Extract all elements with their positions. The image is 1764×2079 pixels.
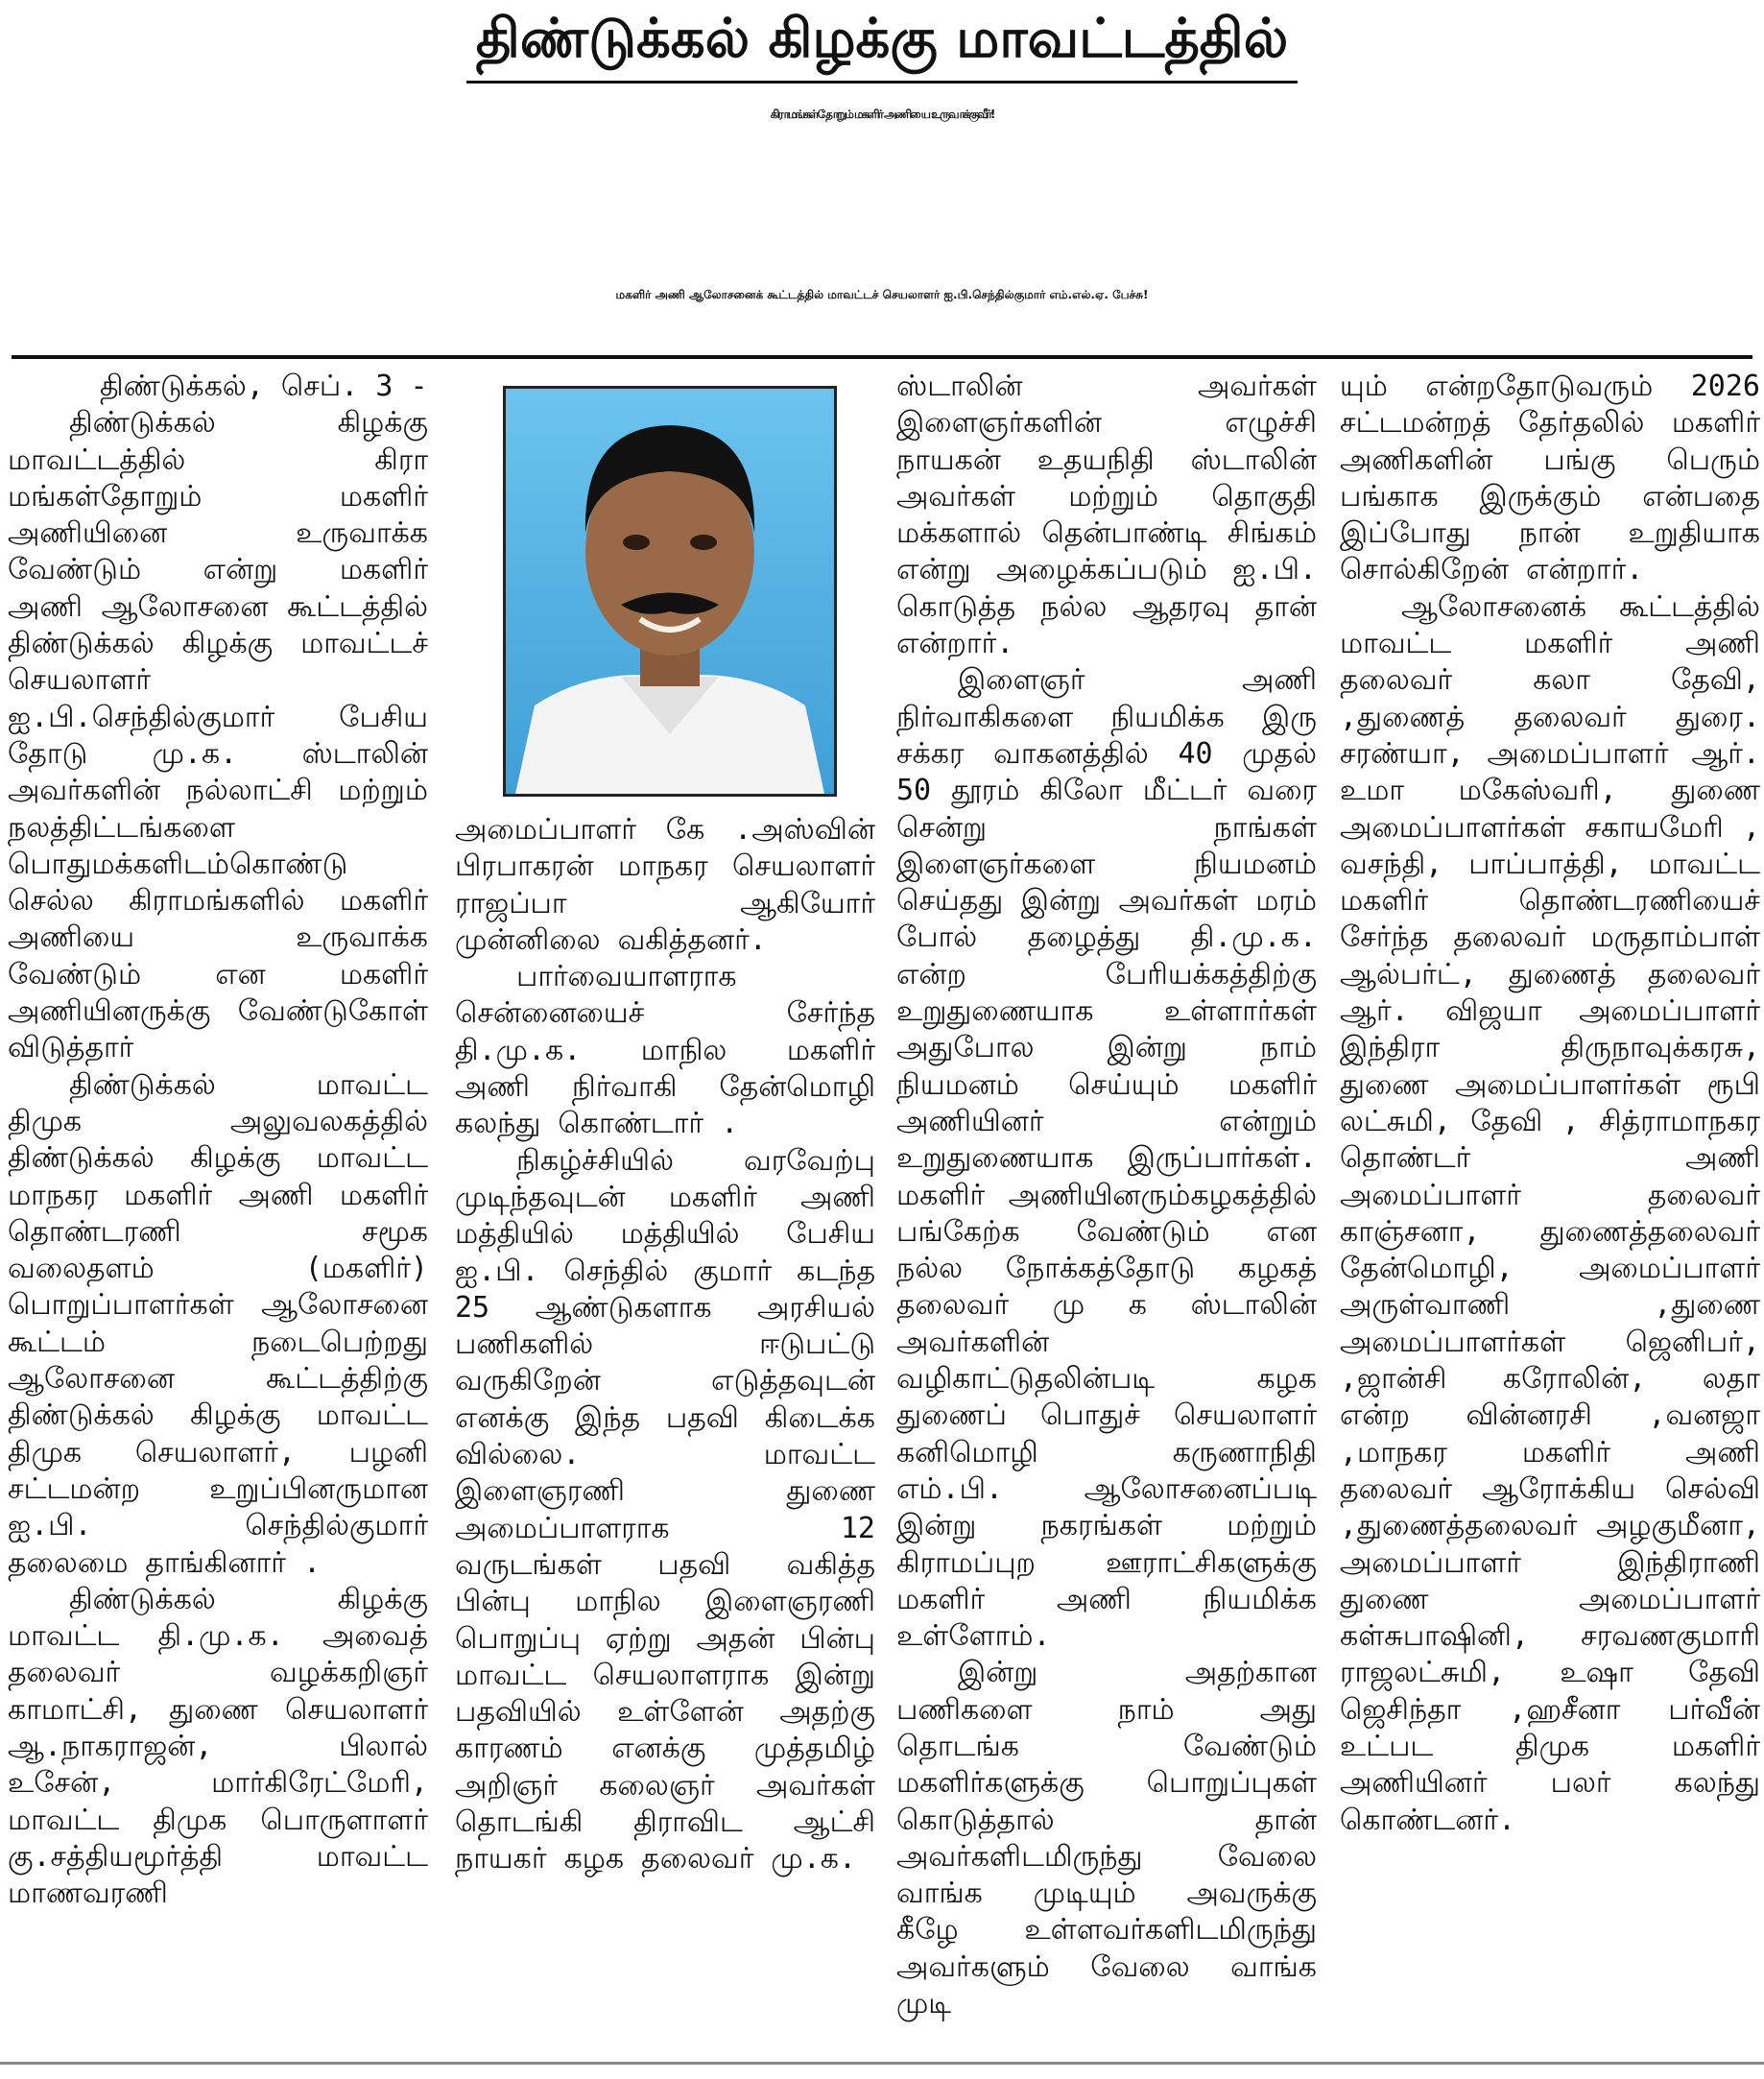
paragraph: திண்டுக்கல் மாவட்ட திமுக அலுவலகத்தில் திண்டுக்கல் கிழக்கு மாவட்ட மாநகர மகளிர் அணி மகளிர் தொண்டரணி சமூக வலைதளம் (மகளிர்) பொறுப்பாளர்கள் ஆலோசனை கூட்டம் நடைபெற்றது ஆலோசனை கூட்டத்திற்கு திண்டுக்கல் கிழக்கு மாவட்ட திமுக செயலாளர், பழனி சட்டமன்ற உறுப்பினருமான ஐ.பி. செந்தில்குமார் தலைமை தாங்கினார் . [8, 1067, 428, 1580]
header-divider [12, 355, 1752, 359]
paragraph: திண்டுக்கல் கிழக்கு மாவட்ட தி.மு.க. அவைத் தலைவர் வழக்கறிஞர் காமாட்சி, துணை செயலாளர் ஆ.நாகராஜன், பிலால் உசேன், மார்கிரேட்மேரி, மாவட்ட திமுக பொருளாளர் கு.சத்தியமூர்த்தி மாவட்ட மாணவரணி [8, 1582, 428, 1911]
paragraph: ஸ்டாலின் அவர்கள் இளைஞர்களின் எழுச்சி நாயகன் உதயநிதி ஸ்டாலின் அவர்கள் மற்றும் தொகுதி மக்களால் தென்பாண்டி சிங்கம் என்று அழைக்கப்படும் ஐ.பி. கொடுத்த நல்ல ஆதரவு தான் என்றார். [896, 370, 1317, 661]
article-column-3 [896, 369, 1317, 2022]
headline: கிராமங்கள்தோறும் மகளிர் அணியை உருவாக்குவீர்! [770, 108, 994, 121]
article-column-2 [455, 812, 875, 1878]
dateline: திண்டுக்கல், செப். 3 - [100, 370, 428, 403]
kicker-heading [0, 8, 1764, 84]
paragraph: இன்று அதற்கான பணிகளை நாம் அது தொடங்க வேண்டும் மகளிர்களுக்கு பொறுப்புகள் கொடுத்தால் தான் அவர்களிடமிருந்து வேலை வாங்க முடியும் அவருக்கு கீழே உள்ளவர்களிடமிருந்து அவர்களும் வேலை வாங்க முடி [896, 1656, 1317, 2021]
paragraph: ஆலோசனைக் கூட்டத்தில் மாவட்ட மகளிர் அணி தலைவர் கலா தேவி, ,துணைத் தலைவர் துரை. சரண்யா, அமைப்பாளர் ஆர். உமா மகேஸ்வரி, துணை அமைப்பாளர்கள் சகாயமேரி , வசந்தி, பாப்பாத்தி, மாவட்ட மகளிர் தொண்டரணியைச் சேர்ந்த தலைவர் மருதாம்பாள் ஆல்பர்ட், துணைத் தலைவர் ஆர். விஜயா அமைப்பாளர் இந்திரா திருநாவுக்கரசு, துணை அமைப்பாளர்கள் ரூபி லட்சுமி, தேவி , சித்ராமாநகர தொண்டர் அணி அமைப்பாளர் தலைவர் காஞ்சனா, துணைத்தலைவர் தேன்மொழி, அமைப்பாளர் அருள்வாணி ,துணை அமைப்பாளர்கள் ஜெனிபர், ,ஜான்சி கரோலின், லதா என்ற வின்னரசி ,வனஜா ,மாநகர மகளிர் அணி தலைவர் ஆரோக்கிய செல்வி ,துணைத்தலைவர் அழகுமீனா, அமைப்பாளர் இந்திராணி துணை அமைப்பாளர் கள்சுபாஷினி, சரவணகுமாரி ராஜலட்சுமி, உஷா தேவி ஜெசிந்தா ,ஹசீனா பர்வீன் உட்பட திமுக மகளிர் அணியினர் பலர் கலந்து கொண்டனர். [1340, 589, 1760, 1837]
paragraph: யும் என்றதோடுவரும் 2026 சட்டமன்றத் தேர்தலில் மகளிர் அணிகளின் பங்கு பெரும் பங்காக இருக்கும் என்பதை இப்போது நான் உறுதியாக சொல்கிறேன் என்றார். [1340, 370, 1760, 587]
subheadline: மகளிர் அணி ஆலோசனைக் கூட்டத்தில் மாவட்டச் செயலாளர் ஐ.பி.செந்தில்குமார் எம்.எல்.ஏ. பேச்சு! [615, 288, 1149, 301]
paragraph: அமைப்பாளர் கே .அஸ்வின் பிரபாகரன் மாநகர செயலாளர் ராஜப்பா ஆகியோர் முன்னிலை வகித்தனர். [455, 813, 875, 957]
paragraph: பார்வையாளராக சென்னையைச் சேர்ந்த தி.மு.க. மாநில மகளிர் அணி நிர்வாகி தேன்மொழி கலந்து கொண்டார் . [455, 960, 875, 1141]
article-column-1 [8, 369, 428, 1912]
paragraph: திண்டுக்கல் கிழக்கு மாவட்டத்தில் கிரா மங்கள்தோறும் மகளிர் அணியினை உருவாக்க வேண்டும் என்று மகளிர் அணி ஆலோசனை கூட்டத்தில் திண்டுக்கல் கிழக்கு மாவட்டச் செயலாளர் ஐ.பி.செந்தில்குமார் பேசிய தோடு மு.க. ஸ்டாலின் அவர்களின் நல்லாட்சி மற்றும் நலத்திட்டங்களை பொதுமக்களிடம்கொண்டு செல்ல கிராமங்களில் மகளிர் அணியை உருவாக்க வேண்டும் என மகளிர் அணியினருக்கு வேண்டுகோள் விடுத்தார் [8, 406, 428, 1065]
portrait-photo [503, 386, 837, 797]
article-column-4 [1340, 369, 1760, 1839]
paragraph: நிகழ்ச்சியில் வரவேற்பு முடிந்தவுடன் மகளிர் அணி மத்தியில் மத்தியில் பேசிய ஐ.பி. செந்தில் குமார் கடந்த 25 ஆண்டுகளாக அரசியல் பணிகளில் ஈடுபட்டு வருகிறேன் எடுத்தவுடன் எனக்கு இந்த பதவி கிடைக்க வில்லை. மாவட்ட இளைஞரணி துணை அமைப்பாளராக 12 வருடங்கள் பதவி வகித்த பின்பு மாநில இளைஞரணி பொறுப்பு ஏற்று அதன் பின்பு மாவட்ட செயலாளராக இன்று பதவியில் உள்ளேன் அதற்கு காரணம் எனக்கு முத்தமிழ் அறிஞர் கலைஞர் அவர்கள் தொடங்கி திராவிட ஆட்சி நாயகர் கழக தலைவர் மு.க. [455, 1143, 875, 1876]
portrait-illustration [506, 389, 834, 794]
footer-divider [0, 2062, 1764, 2065]
kicker-text: திண்டுக்கல் கிழக்கு மாவட்டத்தில் [466, 8, 1298, 84]
paragraph: இளைஞர் அணி நிர்வாகிகளை நியமிக்க இரு சக்கர வாகனத்தில் 40 முதல் 50 தூரம் கிலோ மீட்டர் வரை சென்று நாங்கள் இளைஞர்களை நியமனம் செய்தது இன்று அவர்கள் மரம் போல் தழைத்து தி.மு.க. என்ற பேரியக்கத்திற்கு உறுதுணையாக உள்ளார்கள் அதுபோல இன்று நாம் நியமனம் செய்யும் மகளிர் அணியினர் என்றும் உறுதுணையாக இருப்பார்கள். மகளிர் அணியினரும்கழகத்தில் பங்கேற்க வேண்டும் என நல்ல நோக்கத்தோடு கழகத் தலைவர் மு க ஸ்டாலின் அவர்களின் வழிகாட்டுதலின்படி கழக துணைப் பொதுச் செயலாளர் கனிமொழி கருணாநிதி எம்.பி. ஆலோசனைப்படி இன்று நகரங்கள் மற்றும் கிராமப்புற ஊராட்சிகளுக்கு மகளிர் அணி நியமிக்க உள்ளோம். [896, 663, 1317, 1654]
